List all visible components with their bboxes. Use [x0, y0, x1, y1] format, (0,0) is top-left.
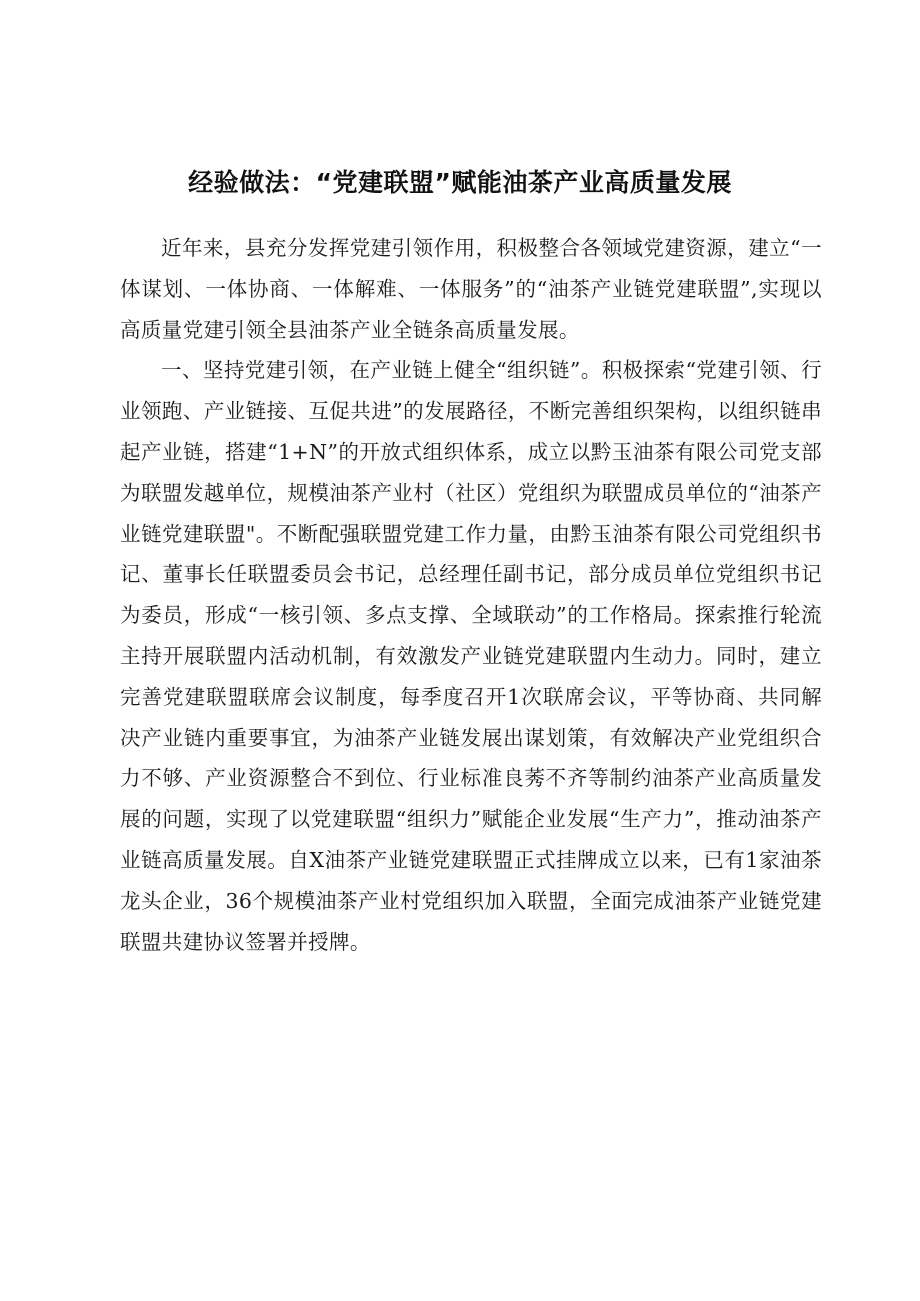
document-body — [120, 228, 822, 962]
paragraph-intro: 近年来，县充分发挥党建引领作用，积极整合各领域党建资源，建立“一体谋划、一体协商、一体解难、一体服务”的“油茶产业链党建联盟”,实现以高质量党建引领全县油茶产业全链条高质量发展。 — [120, 236, 822, 342]
paragraph-section-one: 一、坚持党建引领，在产业链上健全“组织链”。积极探索“党建引领、行业领跑、产业链接、互促共进”的发展路径，不断完善组织架构，以组织链串起产业链，搭建“1+N”的开放式组织体系，成立以黔玉油茶有限公司党支部为联盟发越单位，规模油茶产业村（社区）党组织为联盟成员单位的“油茶产业链党建联盟"。不断配强联盟党建工作力量，由黔玉油茶有限公司党组织书记、董事长任联盟委员会书记，总经理任副书记，部分成员单位党组织书记为委员，形成“一核引领、多点支撑、全域联动”的工作格局。探索推行轮流主持开展联盟内活动机制，有效激发产业链党建联盟内生动力。同时，建立完善党建联盟联席会议制度，每季度召开1次联席会议，平等协商、共同解决产业链内重要事宜，为油茶产业链发展出谋划策，有效解决产业党组织合力不够、产业资源整合不到位、行业标准良莠不齐等制约油茶产业高质量发展的问题，实现了以党建联盟“组织力”赋能企业发展“生产力”，推动油茶产业链高质量发展。自X油茶产业链党建联盟正式挂牌成立以来，已有1家油茶龙头企业，36个规模油茶产业村党组织加入联盟，全面完成油茶产业链党建联盟共建协议签署并授牌。 — [120, 358, 822, 954]
document-title: 经验做法：“党建联盟”赋能油茶产业高质量发展 — [188, 168, 732, 197]
